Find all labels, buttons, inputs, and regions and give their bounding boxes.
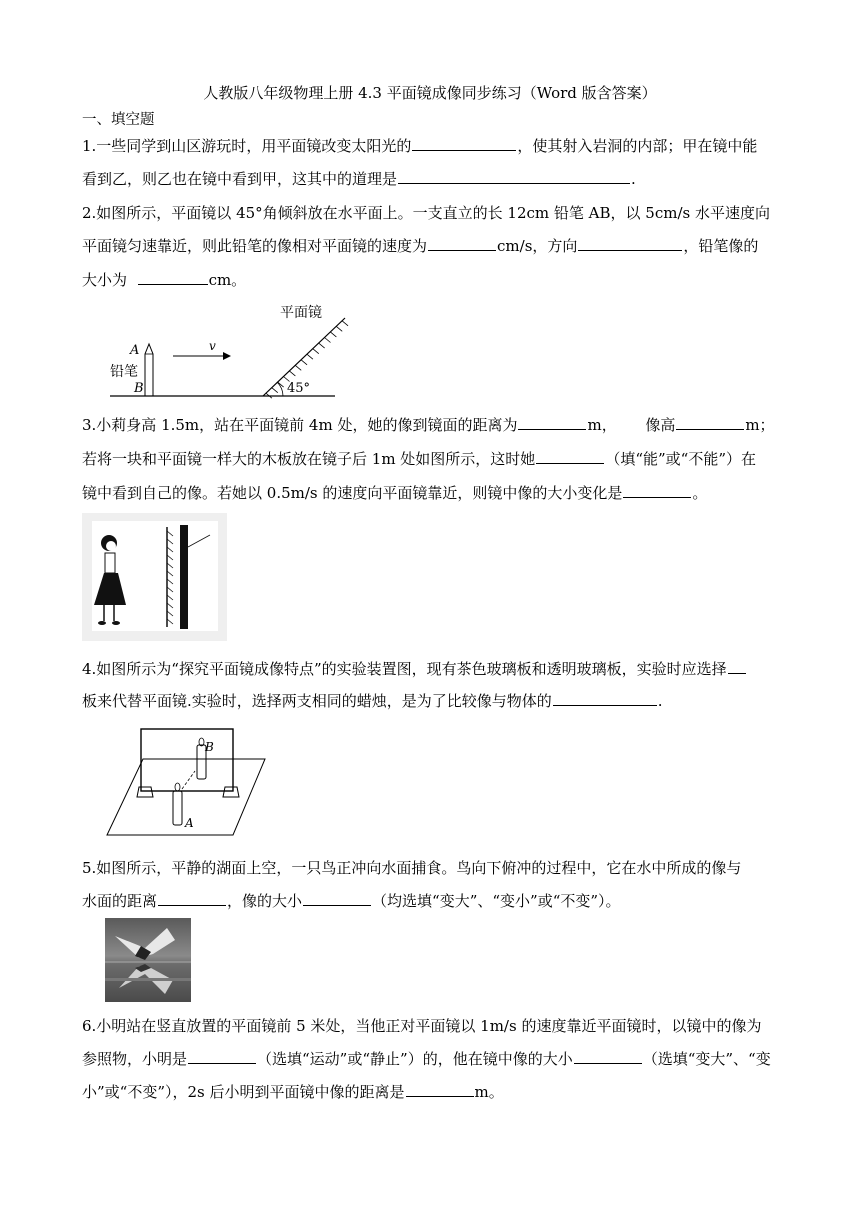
q3-text: 镜中看到自己的像。若她以 0.5m/s 的速度向平面镜靠近，则镜中像的大小变化是 [82, 484, 623, 502]
q6-line-1: 6.小明站在竖直放置的平面镜前 5 米处，当他正对平面镜以 1m/s 的速度靠近平面镜时，以镜中的像为 [82, 1017, 762, 1035]
candle-a-label: A [185, 816, 194, 830]
answer-blank[interactable] [676, 415, 744, 430]
q3-text: 若将一块和平面镜一样大的木板放在镜子后 1m 处如图所示，这时她 [82, 450, 536, 468]
q5-line-2 [82, 891, 621, 911]
q3-line-3 [82, 483, 707, 503]
pencil-mirror-figure [105, 300, 365, 402]
q5-text: 水面的距离 [82, 892, 158, 910]
q6-text: 小”或“不变”），2s 后小明到平面镜中像的距离是 [82, 1083, 405, 1101]
point-b-label: B [134, 381, 144, 396]
mirror-hatch-mark [307, 354, 313, 359]
pencil-label: 铅笔 [110, 364, 138, 380]
answer-blank[interactable] [138, 270, 208, 285]
q2-text: ，铅笔像的 [683, 237, 759, 255]
girl-mirror-figure [82, 513, 227, 641]
mirror-hatch-mark [295, 365, 301, 370]
q1-text: ，使其射入岩洞的内部；甲在镜中能 [517, 137, 758, 155]
mirror-hatch-mark [336, 326, 342, 331]
q1-text: 1.一些同学到山区游玩时，用平面镜改变太阳光的 [82, 137, 412, 155]
mirror-label: 平面镜 [280, 305, 322, 321]
q3-line-2 [82, 449, 756, 469]
q6-line-3 [82, 1082, 504, 1102]
answer-blank[interactable] [728, 659, 746, 674]
q1-text: 看到乙，则乙也在镜中看到甲，这其中的道理是 [82, 170, 398, 188]
answer-blank[interactable] [303, 891, 371, 906]
q2-text: 大小为 [82, 271, 128, 289]
candle-b-label: B [205, 740, 214, 754]
q6-text: 参照物，小明是 [82, 1050, 188, 1068]
q3-line-1 [82, 415, 775, 435]
q3-text: 像高 [645, 416, 676, 434]
q1-line-1 [82, 136, 757, 156]
answer-blank[interactable] [406, 1082, 474, 1097]
q2-line-1: 2.如图所示，平面镜以 45°角倾斜放在水平面上。一支直立的长 12cm 铅笔 AB，以 5cm/s 水平速度向 [82, 204, 770, 222]
q6-text: m。 [474, 1083, 504, 1101]
answer-blank[interactable] [578, 236, 682, 251]
q2-text: cm/s，方向 [497, 237, 578, 255]
answer-blank[interactable] [536, 449, 604, 464]
q4-text: . [657, 692, 663, 710]
q1-text: . [631, 170, 636, 188]
mirror-hatch-mark [272, 388, 278, 393]
q4-text: 4.如图所示为“探究平面镜成像特点”的实验装置图，现有茶色玻璃板和透明玻璃板，实验时应选择 [82, 660, 727, 678]
q5-line-1: 5.如图所示，平静的湖面上空，一只鸟正冲向水面捕食。鸟向下俯冲的过程中，它在水中所成的像与 [82, 859, 742, 877]
q3-text: m， [587, 416, 617, 434]
mirror-hatch-mark [289, 371, 295, 376]
mirror-hatch-mark [325, 338, 331, 343]
q2-text: cm。 [208, 271, 247, 289]
bird-water-photo [105, 918, 191, 1002]
q6-line-2 [82, 1049, 771, 1069]
q1-line-2 [82, 169, 636, 189]
q3-text: （填“能”或“不能”）在 [605, 450, 756, 468]
q4-line-2 [82, 691, 663, 711]
answer-blank[interactable] [623, 483, 691, 498]
answer-blank[interactable] [553, 691, 657, 706]
q3-text: 。 [692, 484, 708, 502]
mirror-hatch-mark [301, 360, 307, 365]
q5-text: ，像的大小 [227, 892, 303, 910]
q2-text: 平面镜匀速靠近，则此铅笔的像相对平面镜的速度为 [82, 237, 428, 255]
mirror-hatch-mark [319, 343, 325, 348]
q4-line-1 [82, 659, 747, 679]
q2-line-2 [82, 236, 758, 256]
answer-blank[interactable] [428, 236, 496, 251]
angle-label: 45° [287, 381, 311, 396]
q3-text: m； [745, 416, 775, 434]
q2-line-3 [82, 270, 246, 290]
mirror-hatch-mark [330, 332, 336, 337]
point-a-label: A [130, 343, 140, 358]
q4-text: 板来代替平面镜.实验时，选择两支相同的蜡烛，是为了比较像与物体的 [82, 692, 552, 710]
answer-blank[interactable] [518, 415, 586, 430]
q3-text: 3.小莉身高 1.5m，站在平面镜前 4m 处，她的像到镜面的距离为 [82, 416, 518, 434]
q5-text: （均选填“变大”、“变小”或“不变”）。 [372, 892, 621, 910]
answer-blank[interactable] [188, 1049, 256, 1064]
document-title: 人教版八年级物理上册 4.3 平面镜成像同步练习（Word 版含答案） [203, 84, 657, 102]
answer-blank[interactable] [398, 169, 630, 184]
answer-blank[interactable] [158, 891, 226, 906]
answer-blank[interactable] [574, 1049, 642, 1064]
q6-text: （选填“变大”、“变 [642, 1050, 771, 1068]
velocity-label: v [209, 339, 216, 353]
section-heading: 一、填空题 [82, 112, 155, 128]
mirror-hatch-mark [313, 349, 319, 354]
answer-blank[interactable] [412, 136, 516, 151]
mirror-hatch-mark [342, 321, 348, 326]
candle-experiment-figure [105, 725, 270, 837]
q6-text: （选填“运动”或“静止”）的，他在镜中像的大小 [257, 1050, 573, 1068]
